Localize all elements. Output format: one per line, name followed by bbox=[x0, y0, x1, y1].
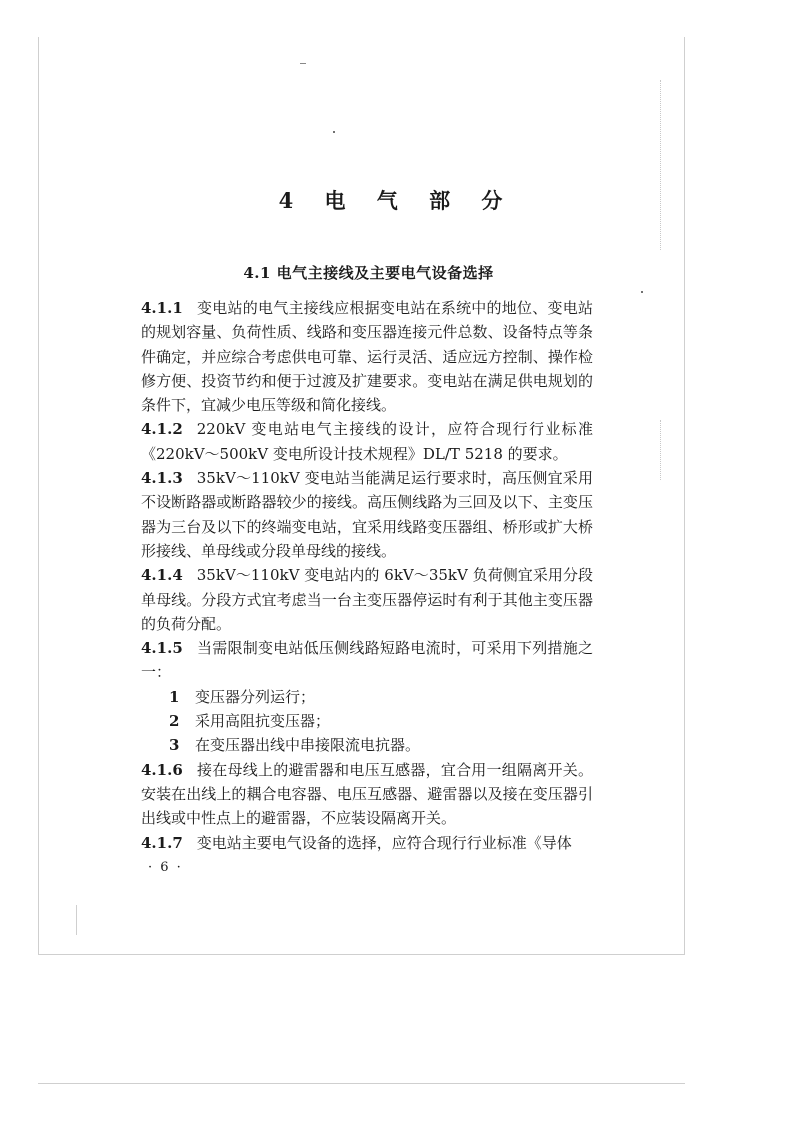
clause-4-1-1 bbox=[141, 296, 593, 417]
edge-dots bbox=[660, 420, 661, 480]
list-item bbox=[141, 733, 593, 757]
item-number: 2 bbox=[169, 712, 180, 731]
edge-dots bbox=[660, 80, 661, 250]
chapter-title: 4 电 气 部 分 bbox=[278, 188, 515, 213]
clause-number: 4.1.6 bbox=[141, 760, 183, 779]
clause-4-1-4 bbox=[141, 563, 593, 636]
page-number: · 6 · bbox=[148, 860, 183, 875]
item-text: 在变压器出线中串接限流电抗器。 bbox=[195, 736, 421, 755]
clause-number: 4.1.7 bbox=[141, 833, 183, 852]
item-text: 变压器分列运行； bbox=[195, 687, 316, 706]
scan-speck bbox=[641, 291, 643, 293]
clause-4-1-3 bbox=[141, 466, 593, 563]
body-text bbox=[141, 296, 593, 855]
item-number: 3 bbox=[169, 736, 180, 755]
item-number: 1 bbox=[169, 687, 180, 706]
clause-text: 35kV～110kV 变电站内的 6kV～35kV 负荷侧宜采用分段单母线。分段方式宜考虑当一台主变压器停运时有利于其他主变压器的负荷分配。 bbox=[141, 566, 593, 633]
binding-line bbox=[76, 905, 77, 935]
clause-number: 4.1.2 bbox=[141, 420, 183, 439]
clause-4-1-7 bbox=[141, 831, 593, 855]
list-item bbox=[141, 685, 593, 709]
bottom-rule bbox=[38, 1083, 685, 1084]
clause-text: 220kV 变电站电气主接线的设计，应符合现行行业标准《220kV～500kV 变电所设计技术规程》DL/T 5218 的要求。 bbox=[141, 420, 593, 463]
scan-speck bbox=[333, 131, 335, 133]
clause-text: 变电站的电气主接线应根据变电站在系统中的地位、变电站的规划容量、负荷性质、线路和变压器连接元件总数、设备特点等条件确定，并应综合考虑供电可靠、运行灵活、适应远方控制、操作检修方便、投资节约和便于过渡及扩建要求。变电站在满足供电规划的条件下，宜减少电压等级和简化接线。 bbox=[141, 299, 593, 415]
clause-number: 4.1.4 bbox=[141, 566, 183, 585]
clause-text: 35kV～110kV 变电站当能满足运行要求时，高压侧宜采用不设断路器或断路器较少的接线。高压侧线路为三回及以下、主变压器为三台及以下的终端变电站，宜采用线路变压器组、桥形或扩大桥形接线、单母线或分段单母线的接线。 bbox=[141, 469, 593, 560]
clause-4-1-5 bbox=[141, 636, 593, 685]
item-text: 采用高阻抗变压器； bbox=[195, 712, 331, 731]
clause-text: 变电站主要电气设备的选择，应符合现行行业标准《导体 bbox=[196, 833, 572, 852]
scan-mark bbox=[300, 63, 306, 64]
list-item bbox=[141, 709, 593, 733]
section-title: 4.1 电气主接线及主要电气设备选择 bbox=[243, 264, 494, 282]
clause-number: 4.1.3 bbox=[141, 469, 183, 488]
clause-4-1-6 bbox=[141, 758, 593, 831]
clause-number: 4.1.5 bbox=[141, 639, 183, 658]
clause-4-1-2 bbox=[141, 417, 593, 466]
clause-text: 当需限制变电站低压侧线路短路电流时，可采用下列措施之一： bbox=[141, 639, 593, 682]
clause-number: 4.1.1 bbox=[141, 299, 183, 317]
clause-text: 接在母线上的避雷器和电压互感器，宜合用一组隔离开关。安装在出线上的耦合电容器、电压互感器、避雷器以及接在变压器引出线或中性点上的避雷器，不应装设隔离开关。 bbox=[141, 760, 593, 828]
